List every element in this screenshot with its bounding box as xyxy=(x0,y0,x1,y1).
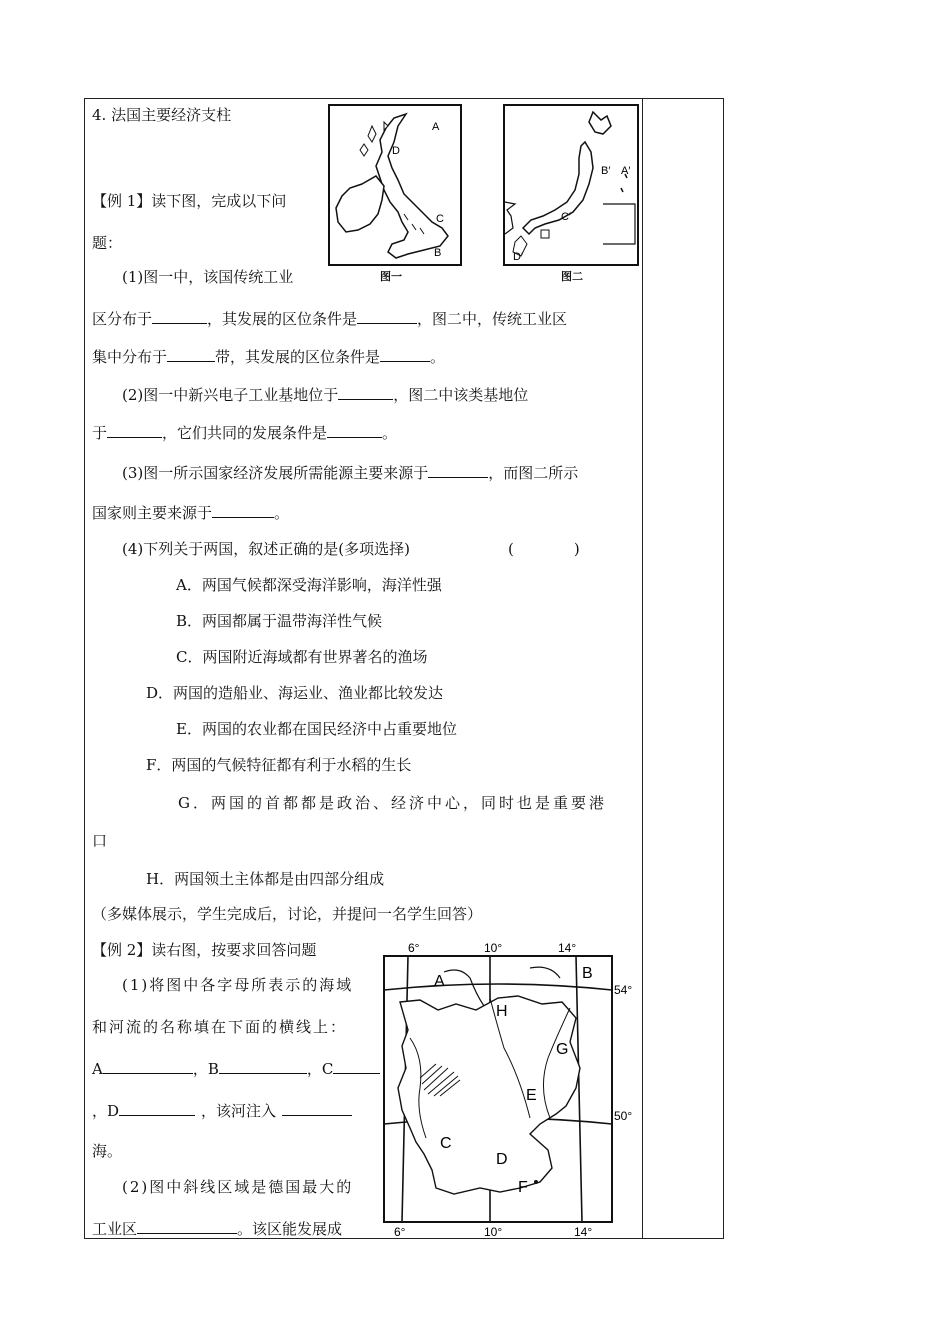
discussion-note: （多媒体展示，学生完成后，讨论，并提问一名学生回答） xyxy=(92,905,483,923)
blank-field[interactable] xyxy=(212,503,274,518)
example1-title-cont: 题： xyxy=(92,234,123,252)
ex2-q1-line2: 和河流的名称填在下面的横线上： xyxy=(92,1018,348,1036)
map-figure-1 xyxy=(328,104,462,283)
japan-map xyxy=(503,104,639,270)
figure-1-caption: 图一 xyxy=(380,270,402,283)
lon-tick-bottom: 14° xyxy=(574,1225,593,1238)
lat-label-50: 50° xyxy=(614,1109,633,1123)
map-label: C xyxy=(436,213,444,225)
blank-field[interactable] xyxy=(333,1059,381,1074)
blank-field[interactable] xyxy=(107,423,162,438)
map-label: C′ xyxy=(561,211,572,223)
table-divider xyxy=(642,98,643,1239)
ex2-q2-line2: 工业区 。该区能发展成 xyxy=(92,1220,343,1238)
lat-label-54: 54° xyxy=(614,983,633,997)
map-label: D xyxy=(392,145,400,157)
ex1-q3-line1: (3)图一所示国家经济发展所需能源主要来源于 ，而图二所示 xyxy=(122,464,579,482)
figure-2-caption: 图二 xyxy=(561,270,583,283)
map-label: A xyxy=(432,121,440,133)
map-label: A′ xyxy=(621,165,631,177)
option-b: B．两国都属于温带海洋性气候 xyxy=(176,612,383,630)
blank-field[interactable] xyxy=(357,309,417,324)
ex1-q2-line1: (2)图一中新兴电子工业基地位于 ，图二中该类基地位 xyxy=(122,386,529,404)
option-h: H．两国领土主体都是由四部分组成 xyxy=(146,870,385,888)
blank-field[interactable] xyxy=(152,309,207,324)
blank-field[interactable] xyxy=(338,385,393,400)
map-label: B′ xyxy=(601,165,611,177)
option-c: C．两国附近海域都有世界著名的渔场 xyxy=(176,648,428,666)
blank-field[interactable] xyxy=(428,463,488,478)
ex2-sea: 海。 xyxy=(92,1142,123,1160)
blank-field[interactable] xyxy=(219,1059,307,1074)
option-g: G．两国的首都都是政治、经济中心，同时也是重要港 xyxy=(178,794,607,812)
map-label: B xyxy=(582,965,593,982)
option-a: A．两国气候都深受海洋影响，海洋性强 xyxy=(176,576,442,594)
ex1-q3-line2: 国家则主要来源于 。 xyxy=(92,504,290,522)
option-e: E．两国的农业都在国民经济中占重要地位 xyxy=(176,720,457,738)
map-label: A xyxy=(434,973,445,990)
option-d: D．两国的造船业、海运业、渔业都比较发达 xyxy=(146,684,444,702)
lon-tick-top: 6° xyxy=(408,941,420,955)
ex2-q2-line1: (2)图中斜线区域是德国最大的 xyxy=(122,1178,354,1196)
map-label: F xyxy=(518,1179,528,1196)
example1-title: 【例 1】读下图，完成以下问 xyxy=(92,192,287,210)
section-heading: 4. 法国主要经济支柱 xyxy=(92,106,232,124)
map-label: D xyxy=(496,1151,508,1168)
map-figure-2 xyxy=(503,104,639,283)
ex1-q1-line2: 区分布于 ，其发展的区位条件是 ，图二中，传统工业区 xyxy=(92,310,568,328)
blank-field[interactable] xyxy=(119,1101,195,1116)
map-label: G xyxy=(556,1041,569,1058)
lon-tick-top: 10° xyxy=(484,941,503,955)
ex2-fill-line1: A ，B ，C xyxy=(92,1058,381,1079)
lon-tick-top: 14° xyxy=(558,941,577,955)
map-label: D′ xyxy=(513,251,524,263)
example2-title: 【例 2】读右图，按要求回答问题 xyxy=(92,941,317,959)
map-label: C xyxy=(440,1135,452,1152)
lon-tick-bottom: 10° xyxy=(484,1225,503,1238)
blank-field[interactable] xyxy=(167,347,215,362)
ex1-q2-line2: 于 ，它们共同的发展条件是 。 xyxy=(92,424,398,442)
ex2-fill-line2: ，D ，该河注入 xyxy=(92,1100,352,1121)
blank-field[interactable] xyxy=(103,1059,193,1074)
map-figure-germany xyxy=(380,938,642,1238)
british-isles-map xyxy=(328,104,462,270)
ex2-q1-line1: (1)将图中各字母所表示的海域 xyxy=(122,976,354,994)
map-label: B xyxy=(434,247,442,259)
blank-field[interactable] xyxy=(327,423,382,438)
map-label: E xyxy=(526,1087,537,1104)
blank-field[interactable] xyxy=(380,347,430,362)
lon-tick-bottom: 6° xyxy=(394,1225,406,1238)
map-label: H xyxy=(496,1003,508,1020)
blank-field[interactable] xyxy=(282,1101,352,1116)
option-f: F．两国的气候特征都有利于水稻的生长 xyxy=(146,756,412,774)
ex1-q1-line3: 集中分布于 带，其发展的区位条件是 。 xyxy=(92,348,446,366)
ex1-q4: (4)下列关于两国，叙述正确的是(多项选择) xyxy=(122,540,410,558)
answer-parentheses[interactable]: ( ) xyxy=(508,540,580,558)
option-g-cont: 口 xyxy=(92,832,108,850)
ex1-q1-line1: (1)图一中，该国传统工业 xyxy=(122,268,294,286)
blank-field[interactable] xyxy=(137,1219,237,1234)
germany-map xyxy=(380,938,642,1238)
